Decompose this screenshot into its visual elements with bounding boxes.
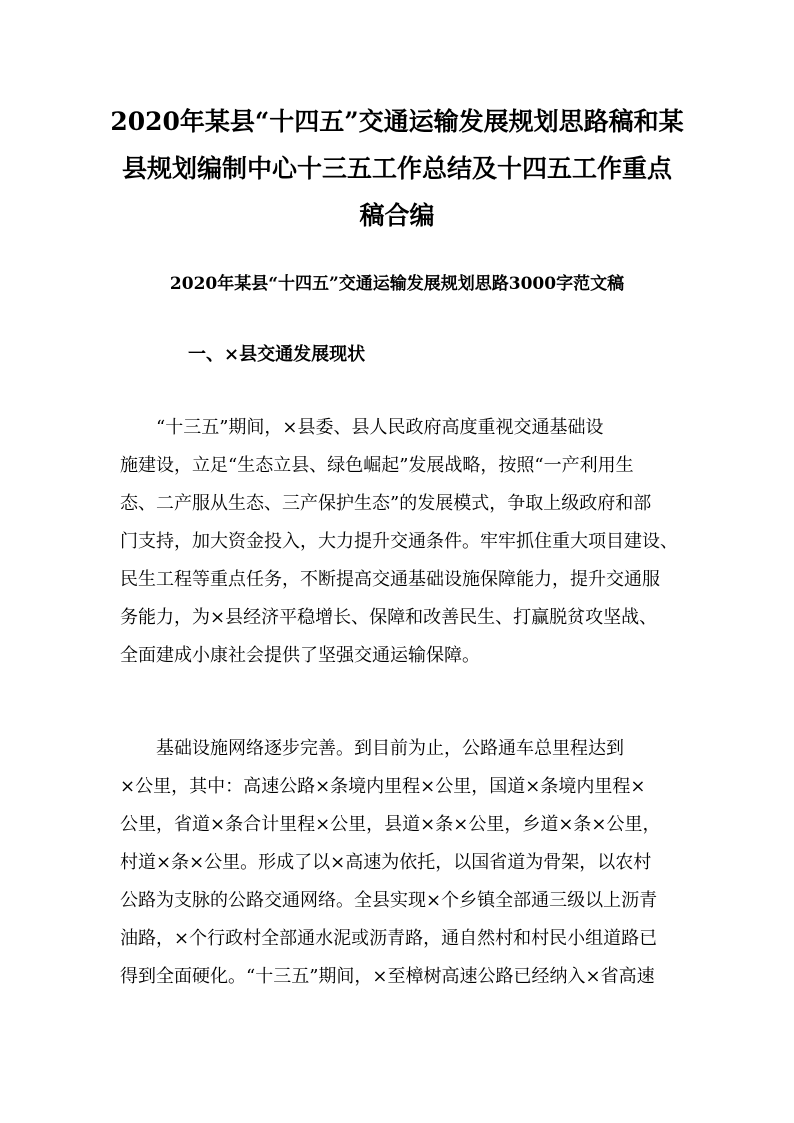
document-title [110,98,684,239]
section-heading: 一、×县交通发展现状 [188,344,366,365]
title-line: 县规划编制中心十三五工作总结及十四五工作重点 [121,154,672,183]
paragraph-line: 公里，省道×条合计里程×公里，县道×条×公里，乡道×条×公里， [120,814,661,835]
paragraph-line: 得到全面硬化。“十三五”期间，×至樟树高速公路已经纳入×省高速 [120,966,655,987]
paragraph-line: 施建设，立足“生态立县、绿色崛起”发展战略，按照“一产利用生 [120,455,634,476]
paragraph-line: 务能力，为×县经济平稳增长、保障和改善民生、打赢脱贫攻坚战、 [120,607,658,628]
paragraph [120,730,690,996]
paragraph-line: 门支持，加大资金投入，大力提升交通条件。牢牢抓住重大项目建设、 [120,531,678,552]
paragraph-line: 油路，×个行政村全部通水泥或沥青路，通自然村和村民小组道路已 [120,928,658,949]
paragraph-line: 基础设施网络逐步完善。到目前为止，公路通车总里程达到 [120,738,624,759]
title-line: 稿合编 [359,201,435,230]
paragraph-line: 公路为支脉的公路交通网络。全县实现×个乡镇全部通三级以上沥青 [120,890,658,911]
paragraph-line: ×公里，其中：高速公路×条境内里程×公里，国道×条境内里程× [120,776,646,797]
document-subtitle: 2020年某县“十四五”交通运输发展规划思路3000字范文稿 [169,274,625,294]
paragraph-line: “十三五”期间，×县委、县人民政府高度重视交通基础设 [120,417,604,438]
title-line: 2020年某县“十四五”交通运输发展规划思路稿和某 [110,107,684,136]
paragraph-line: 村道×条×公里。形成了以×高速为依托，以国省道为骨架，以农村 [120,852,652,873]
paragraph-line: 民生工程等重点任务，不断提高交通基础设施保障能力，提升交通服 [120,569,660,590]
paragraph-line: 态、二产服从生态、三产保护生态”的发展模式，争取上级政府和部 [120,493,652,514]
paragraph-line: 全面建成小康社会提供了坚强交通运输保障。 [120,645,480,666]
paragraph [120,409,690,675]
